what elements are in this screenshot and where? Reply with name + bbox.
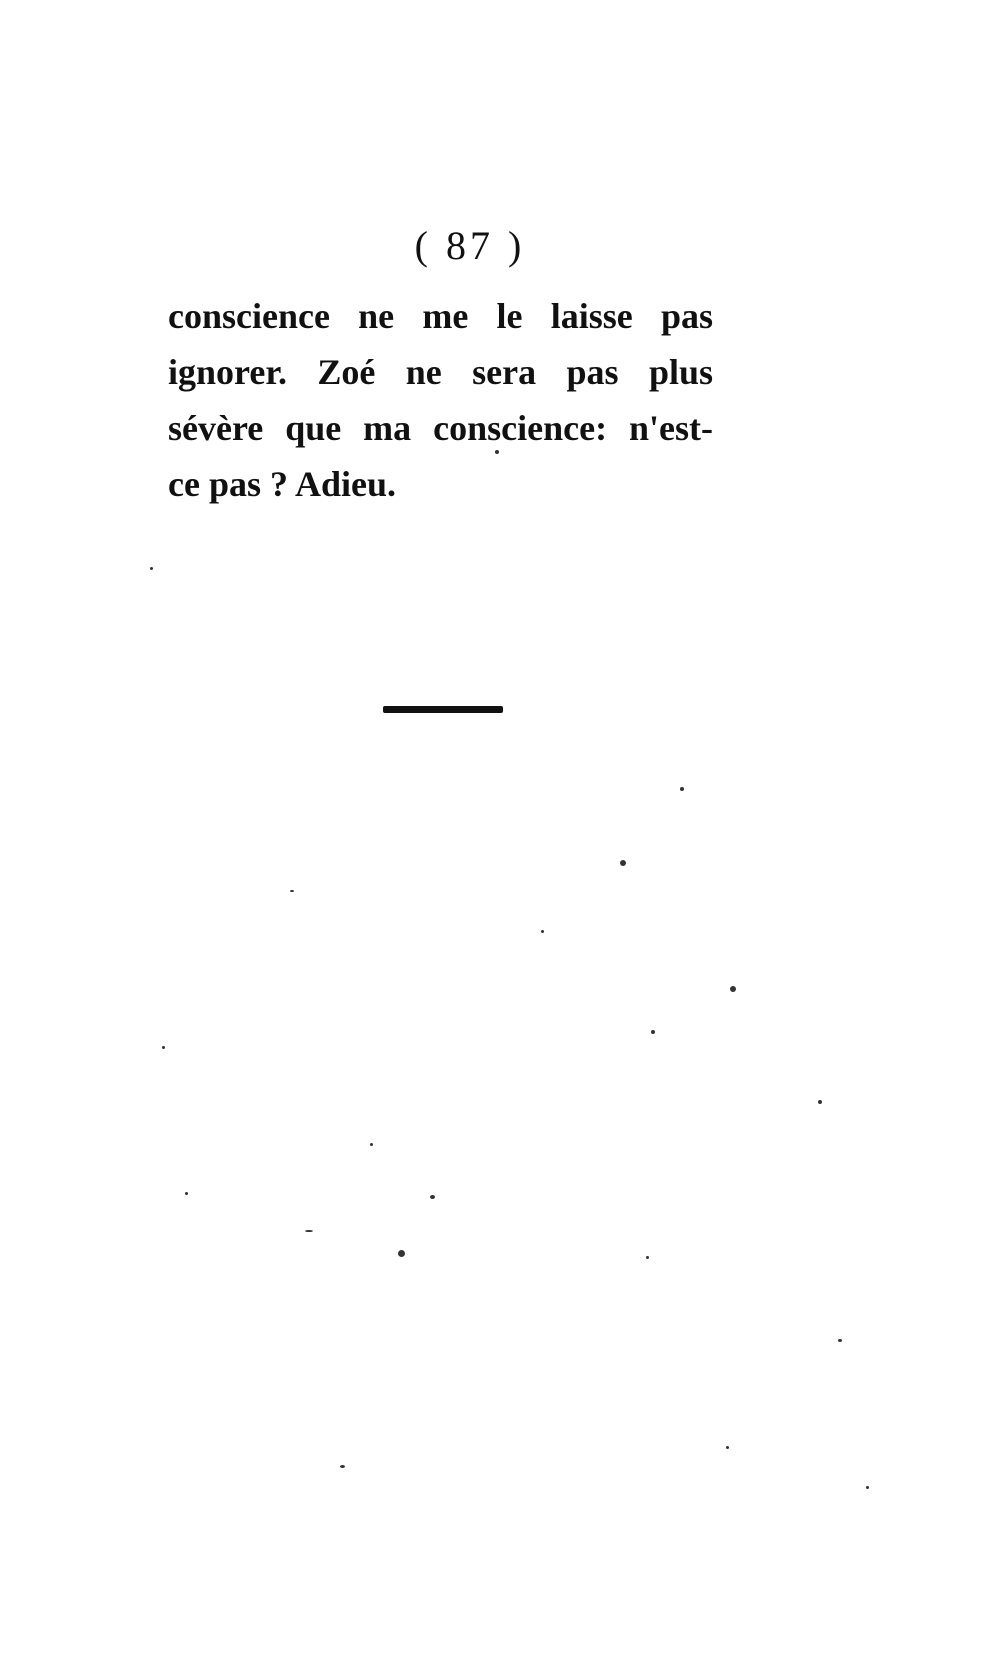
text-line: ignorer. Zoé ne sera pas plus (168, 352, 713, 392)
page-number: ( 87 ) (414, 223, 526, 268)
text-line: ce pas ? Adieu. (168, 464, 397, 504)
text-line: conscience ne me le laisse pas (168, 296, 713, 336)
end-rule (383, 706, 503, 713)
text-line: sévère que ma conscience: n'est- (168, 408, 713, 448)
body-text (168, 288, 713, 512)
